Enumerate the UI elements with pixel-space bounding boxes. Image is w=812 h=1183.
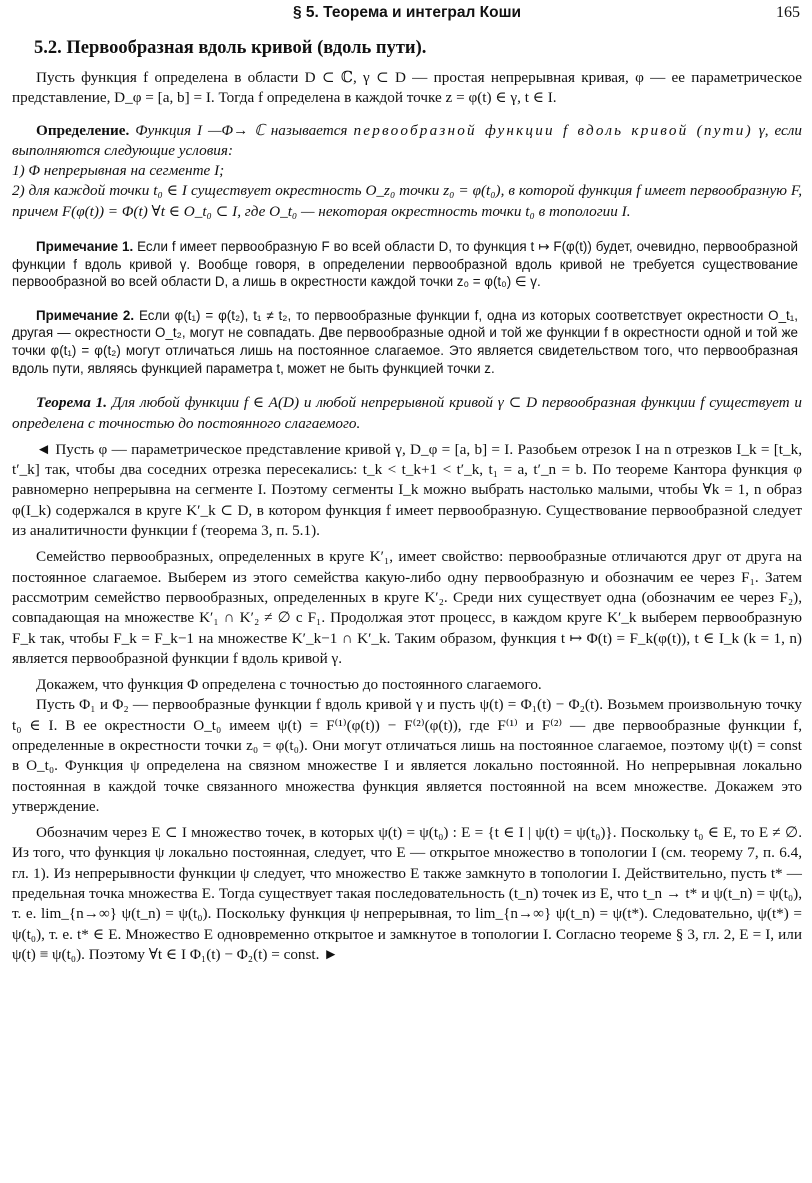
section-title: 5.2. Первообразная вдоль кривой (вдоль пути). [34,38,427,58]
running-title: § 5. Теорема и интеграл Коши [292,4,522,21]
proof-paragraph-4: Пусть Φ₁ и Φ₂ — первообразные функции f вдоль кривой γ и пусть ψ(t) = Φ₁(t) − Φ₂(t). Возьмем произвольную точку t₀ ∈ I. В ее окрестности O_t₀ имеем ψ(t) = F⁽¹⁾(φ(t)) − F⁽²⁾(φ(t)), где F⁽¹⁾ и F⁽²⁾ — две первообразные функции f, определенные в окрестности точки z₀ = φ(t₀). Они могут отличаться лишь на постоянное слагаемое, поэтому ψ(t) = const в O_t₀. Функция ψ определена на связном множестве I и является локально постоянной. Но непрерывная локально постоянная в каждой точке связанного множества функция является постоянной на всем множестве. Докажем это утверждение. [12,696,802,815]
definition-condition-2: 2) для каждой точки t₀ ∈ I существует окрестность O_z₀ точки z₀ = φ(t₀), в которой функция f имеет первообразную F, причем F(φ(t)) = Φ(t) ∀t ∈ O_t₀ ⊂ I, где O_t₀ — некоторая окрестность точки t₀ в топологии I. [12,182,802,220]
note-2-lead: Примечание 2. [36,307,135,323]
theorem-1 [12,393,802,434]
note-2-text: Если φ(t₁) = φ(t₂), t₁ ≠ t₂, то первообразные функции f, одна из которых соответствует окрестности O_t₁, другая — окрестности O_t₂, могут не совпадать. Две первообразные одной и той же функции f в окрестности одной и той же точки φ(t₁) = φ(t₂) могут отличаться лишь на постоянное слагаемое. Это является свидетельством того, что первообразная вдоль пути, являясь функцией параметра t, может не быть функцией точки z. [12,307,798,376]
definition-lead: Определение. [36,121,130,139]
note-2 [12,307,798,377]
running-head [12,2,802,28]
theorem-lead: Теорема 1. [36,394,108,412]
proof-paragraph-5: Обозначим через E ⊂ I множество точек, в которых ψ(t) = ψ(t₀) : E = {t ∈ I | ψ(t) = ψ(t₀)}. Поскольку t₀ ∈ E, то E ≠ ∅. Из того, что функция ψ локально постоянная, следует, что E — открытое множество в топологии I (см. теорему 7, п. 6.4, гл. 1). Из непрерывности функции ψ следует, что множество E также замкнуто в топологии I. Действительно, пусть t* — предельная точка множества E. Тогда существует такая последовательность (t_n) точек из E, что t_n → t* и ψ(t_n) = ψ(t₀), т. е. lim_{n→∞} ψ(t_n) = ψ(t₀). Поскольку функция ψ непрерывная, то lim_{n→∞} ψ(t_n) = ψ(t*). Следовательно, ψ(t*) = ψ(t₀), т. е. t* ∈ E. Множество E одновременно открытое и замкнутое в топологии I. Согласно теореме § 3, гл. 2, E = I, или ψ(t) ≡ ψ(t₀). Поэтому ∀t ∈ I Φ₁(t) − Φ₂(t) = const. ► [12,824,802,963]
page-number: 165 [776,4,800,21]
note-1-text: Если f имеет первообразную F во всей области D, то функция t ↦ F(φ(t)) будет, очевидно, первообразной функции f вдоль кривой γ. Вообще говоря, в определении первообразной вдоль кривой не требуется существование первообразной во всей области D, а лишь в окрестности каждой точки z₀ = φ(t₀) ∈ γ. [12,239,798,290]
proof-paragraph-3: Докажем, что функция Φ определена с точностью до постоянного слагаемого. [36,676,542,694]
proof-paragraph-1: ◄ Пусть φ — параметрическое представление кривой γ, D_φ = [a, b] = I. Разобьем отрезок I на n отрезков I_k = [t_k, t′_k] так, чтобы два соседних отрезка пересекались: t_k < t_k+1 < t′_k, t₁ = a, t′_n = b. По теореме Кантора функция φ равномерно непрерывна на сегменте I. Поэтому сегменты I_k можно выбрать настолько малыми, чтобы ∀k = 1, n образ φ(I_k) содержался в круге K′_k ⊂ D, в котором функция f имеет первообразную. Существование первообразной следует из аналитичности функции f (теорема 3, п. 5.1). [12,440,802,540]
definition-condition-1: 1) Φ непрерывная на сегменте I; [12,162,225,180]
definition-text-a: Функция I —Φ→ ℂ называется [135,121,348,139]
definition-text-b: γ, если выполняются следующие условия: [12,121,803,159]
definition-term: первообразной функции f вдоль кривой (пути) [353,121,753,139]
intro-paragraph: Пусть функция f определена в области D ⊂ ℂ, γ ⊂ D — простая непрерывная кривая, φ — ее параметрическое представление, D_φ = [a, b] = I. Тогда f определена в каждой точке z = φ(t) ∈ γ, t ∈ I. [12,69,802,107]
definition-paragraph [12,121,802,162]
note-1 [12,238,798,291]
theorem-text: Для любой функции f ∈ A(D) и любой непрерывной кривой γ ⊂ D первообразная функции f существует и определена с точностью до постоянного слагаемого. [12,394,802,432]
proof-paragraph-2: Семейство первообразных, определенных в круге K′₁, имеет свойство: первообразные отличаются друг от друга на постоянное слагаемое. Выберем из этого семейства какую-либо одну первообразную и обозначим ее через F₁. Затем рассмотрим семейство первообразных, определенных в круге K′₂. Среди них существует одна (обозначим ее через F₂), совпадающая на множестве K′₁ ∩ K′₂ ≠ ∅ с F₁. Продолжая этот процесс, в каждом круге K′_k выберем первообразную F_k так, чтобы F_k = F_k−1 на множестве K′_k−1 ∩ K′_k. Таким образом, функция t ↦ Φ(t) = F_k(φ(t)), t ∈ I_k (k = 1, n) является первообразной функции f вдоль кривой γ. [12,548,802,667]
note-1-lead: Примечание 1. [36,239,134,255]
